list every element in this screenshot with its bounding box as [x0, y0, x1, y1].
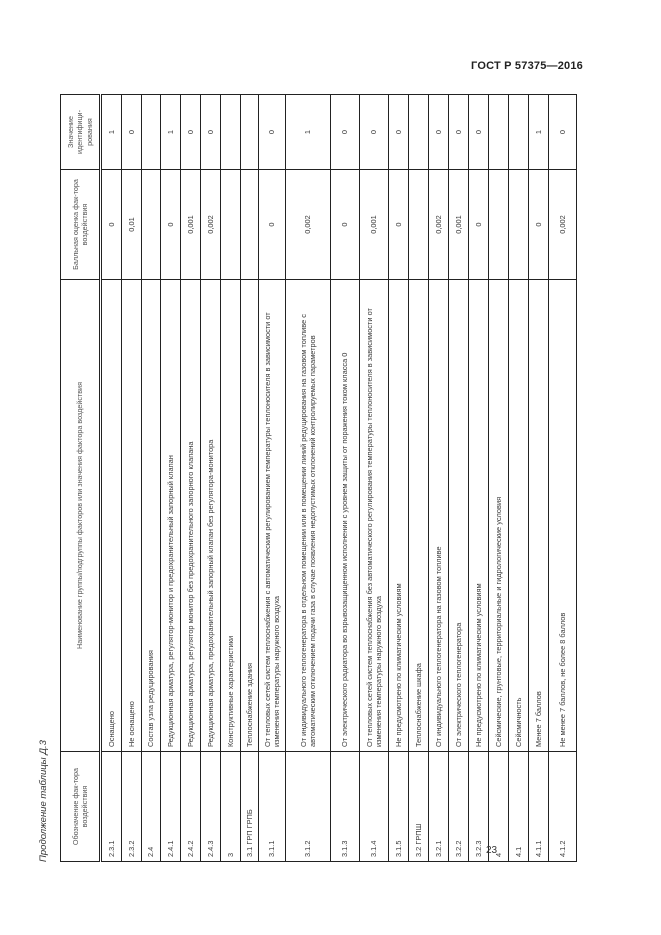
cell-ident [241, 95, 259, 170]
cell-ident: 1 [286, 95, 331, 170]
header-score: Балльная оценка фак-тора воздействия [61, 170, 101, 280]
cell-name: Оснащено [101, 280, 122, 752]
cell-score: 0 [529, 170, 549, 280]
cell-ident: 0 [259, 95, 286, 170]
table-row [142, 95, 161, 862]
cell-code: 4.1.2 [549, 752, 577, 862]
cell-ident: 1 [161, 95, 181, 170]
cell-name: Не менее 7 баллов, не более 8 баллов [549, 280, 577, 752]
cell-score: 0 [101, 170, 122, 280]
table-row [469, 95, 489, 862]
cell-code: 2.4.2 [181, 752, 201, 862]
cell-ident: 1 [529, 95, 549, 170]
cell-code: 3.2 ГРПШ [409, 752, 429, 862]
header-ident: Значение идентифици-рования [61, 95, 101, 170]
table-row [181, 95, 201, 862]
cell-score: 0,002 [201, 170, 221, 280]
table-row [360, 95, 389, 862]
table-row [331, 95, 360, 862]
cell-score [489, 170, 509, 280]
cell-name: От тепловых сетей систем теплоснабжения без автоматического регулирования температуры теплоносителя в зависимости от изменения температуры наружного воздуха [360, 280, 389, 752]
cell-name: От тепловых сетей систем теплоснабжения с автоматическим регулированием температуры теплоносителя в зависимости от изменения температуры наружного воздуха [259, 280, 286, 752]
cell-name: Не предусмотрено по климатическим условиям [389, 280, 409, 752]
cell-code: 4 [489, 752, 509, 862]
cell-ident [409, 95, 429, 170]
cell-name: Не предусмотрено по климатическим условиям [469, 280, 489, 752]
cell-code: 4.1 [509, 752, 529, 862]
cell-score: 0,002 [286, 170, 331, 280]
table-row [122, 95, 142, 862]
cell-score [409, 170, 429, 280]
table-body [101, 95, 577, 862]
cell-name: От индивидуального теплогенератора на газовом топливе [429, 280, 449, 752]
table-row [201, 95, 221, 862]
cell-score [509, 170, 529, 280]
cell-code: 3.1.1 [259, 752, 286, 862]
table-row [529, 95, 549, 862]
cell-code: 3.2.2 [449, 752, 469, 862]
table-row [389, 95, 409, 862]
cell-name: От индивидуального теплогенератора в отдельном помещении или в помещении линий редуцирования на газовом топливе с автоматическим отключением подачи газа в случае появления недопустимых отклонений контролируемых параметров [286, 280, 331, 752]
cell-name: Редукционная арматура, предохранительный запорный клапан без регулятора-монитора [201, 280, 221, 752]
cell-ident: 0 [331, 95, 360, 170]
cell-name: Состав узла редуцирования [142, 280, 161, 752]
cell-ident: 0 [429, 95, 449, 170]
table-row [221, 95, 241, 862]
header-name: Наименование группы/подгруппы факторов или значения фактора воздействия [61, 280, 101, 752]
table-row [161, 95, 181, 862]
table-row [409, 95, 429, 862]
table-caption: Продолжение таблицы Д.3 [38, 740, 49, 862]
cell-name: Не оснащено [122, 280, 142, 752]
table-row [241, 95, 259, 862]
cell-name: Менее 7 баллов [529, 280, 549, 752]
table-row [509, 95, 529, 862]
cell-ident [142, 95, 161, 170]
cell-name: Сейсмичность [509, 280, 529, 752]
table-row [101, 95, 122, 862]
cell-score [221, 170, 241, 280]
cell-name: От электрического радиатора во взрывозащищенном исполнении с уровнем защиты от поражения током класса 0 [331, 280, 360, 752]
cell-score [241, 170, 259, 280]
caption-container [38, 95, 49, 862]
table-row [449, 95, 469, 862]
cell-code: 3.1 ГРП ГРПБ [241, 752, 259, 862]
cell-ident: 0 [122, 95, 142, 170]
cell-score: 0,002 [429, 170, 449, 280]
cell-score: 0 [389, 170, 409, 280]
cell-code: 3.1.3 [331, 752, 360, 862]
table-row [549, 95, 577, 862]
rotated-table-container [60, 95, 577, 862]
cell-ident: 1 [101, 95, 122, 170]
cell-name: От электрического теплогенератора [449, 280, 469, 752]
page-number: 23 [486, 845, 498, 856]
cell-code: 3.1.2 [286, 752, 331, 862]
table-header-row [61, 95, 101, 862]
cell-ident: 0 [201, 95, 221, 170]
cell-name: Редукционная арматура, регулятор монитор без предохранительного запорного клапана [181, 280, 201, 752]
cell-ident [221, 95, 241, 170]
cell-code: 3.1.5 [389, 752, 409, 862]
cell-ident: 0 [469, 95, 489, 170]
cell-ident: 0 [360, 95, 389, 170]
cell-name: Конструктивные характеристики [221, 280, 241, 752]
cell-score: 0 [259, 170, 286, 280]
cell-code: 3.1.4 [360, 752, 389, 862]
cell-score [142, 170, 161, 280]
cell-score: 0,001 [181, 170, 201, 280]
cell-name: Теплоснабжение здания [241, 280, 259, 752]
table-row [429, 95, 449, 862]
cell-score: 0,01 [122, 170, 142, 280]
document-standard-header: ГОСТ Р 57375—2016 [471, 60, 583, 72]
cell-score: 0 [331, 170, 360, 280]
table-row [259, 95, 286, 862]
cell-score: 0,001 [360, 170, 389, 280]
cell-name: Редукционная арматура, регулятор-монитор и предохранительный запорный клапан [161, 280, 181, 752]
table-row [489, 95, 509, 862]
cell-code: 3.2.1 [429, 752, 449, 862]
cell-ident [489, 95, 509, 170]
factor-table [60, 94, 577, 862]
cell-code: 2.4.1 [161, 752, 181, 862]
cell-ident: 0 [549, 95, 577, 170]
cell-score: 0,002 [549, 170, 577, 280]
cell-ident: 0 [181, 95, 201, 170]
table-row [286, 95, 331, 862]
cell-score: 0 [469, 170, 489, 280]
header-code: Обозначение фак-тора воздействия [61, 752, 101, 862]
cell-name: Сейсмические, грунтовые, территориальные и гидрологические условия [489, 280, 509, 752]
cell-code: 4.1.1 [529, 752, 549, 862]
cell-score: 0 [161, 170, 181, 280]
cell-code: 3 [221, 752, 241, 862]
cell-code: 2.3.1 [101, 752, 122, 862]
cell-code: 2.3.2 [122, 752, 142, 862]
cell-ident: 0 [389, 95, 409, 170]
cell-code: 3.2.3 [469, 752, 489, 862]
cell-code: 2.4.3 [201, 752, 221, 862]
cell-ident [509, 95, 529, 170]
cell-code: 2.4 [142, 752, 161, 862]
cell-ident: 0 [449, 95, 469, 170]
cell-name: Теплоснабжение шкафа [409, 280, 429, 752]
cell-score: 0,001 [449, 170, 469, 280]
